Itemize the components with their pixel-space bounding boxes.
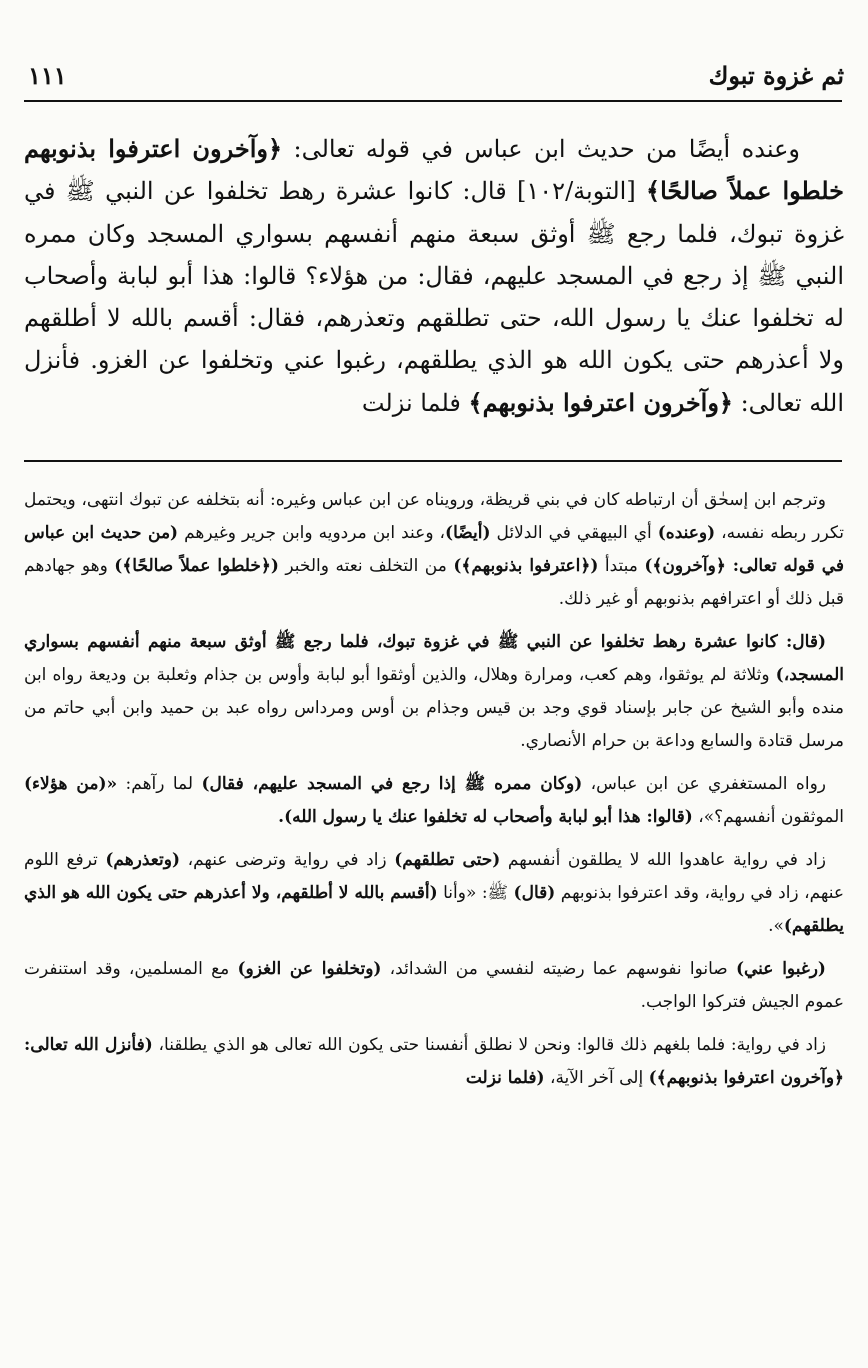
commentary-run: ترفع اللوم عنهم، زاد في رواية، وقد اعترفوا بذنوبهم — [24, 850, 845, 903]
commentary-run: وهو جهادهم قبل ذلك أو اعترافهم بذنوبهم أو غير ذلك. — [24, 556, 844, 609]
commentary-run: مبتدأ — [598, 556, 645, 576]
commentary-quote: (حتى تطلقهم) — [394, 850, 501, 870]
commentary-run: الموثقون أنفسهم؟»، — [692, 807, 844, 827]
commentary-run: ». — [768, 916, 784, 936]
main-run: وعنده أيضًا من حديث ابن عباس في قوله تعالى: — [282, 135, 801, 163]
commentary-run: إلى آخر الآية، — [544, 1068, 649, 1088]
commentary-run: رواه المستغفري عن ابن عباس، — [582, 774, 826, 794]
commentary-quote: (وتعذرهم) — [105, 850, 180, 870]
commentary-run: أي البيهقي في الدلائل — [490, 523, 658, 543]
commentary-run: ، وعند ابن مردويه وابن جرير وغيرهم — [178, 523, 446, 543]
chapter-title: ثم غزوة تبوك — [708, 61, 844, 90]
commentary-run: من التخلف نعته والخبر — [278, 556, 454, 576]
commentary-quote: (أيضًا) — [445, 523, 491, 543]
commentary-run: زاد في رواية وترضى عنهم، — [179, 850, 395, 870]
commentary-paragraph — [24, 953, 844, 1019]
main-text — [24, 128, 844, 424]
commentary-quote: (وتخلفوا عن الغزو) — [237, 959, 382, 979]
commentary-quote: (فلما نزلت — [465, 1068, 545, 1088]
commentary-run: وترجم ابن إسحٰق أن ارتباطه كان في بني قريظة، ورويناه عن ابن عباس وغيره: أنه بتخلفه عن تبوك انتهى، ويحتمل تكرر ربطه نفسه، — [24, 490, 844, 543]
commentary-paragraph — [24, 484, 844, 616]
commentary-quote: (رغبوا عني) — [735, 959, 826, 979]
commentary-paragraph — [24, 844, 844, 943]
main-run: [التوبة/١٠٢] قال: كانوا عشرة رهط تخلفوا عن النبي ﷺ في غزوة تبوك، فلما رجع ﷺ أوثق سبعة منهم أنفسهم بسواري المسجد وكان ممره النبي ﷺ إذ رجع في المسجد عليهم، فقال: من هؤلاء؟ قالوا: هذا أبو لبابة وأصحاب له تخلفوا عنك يا رسول الله، حتى تطلقهم وتعذرهم، فقال: أقسم بالله لا أطلقهم ولا أعذرهم حتى يكون الله هو الذي يطلقهم، رغبوا عني وتخلفوا عن الغزو. فأنزل الله تعالى: — [24, 177, 844, 417]
commentary-quote: (أقسم بالله لا أطلقهم، ولا أعذرهم حتى يكون الله هو الذي يطلقهم) — [24, 883, 844, 936]
commentary-run: ﷺ: «وأنا — [437, 883, 514, 903]
header-rule — [24, 100, 842, 102]
quran-quote: ﴿وآخرون اعترفوا بذنوبهم﴾ — [468, 387, 733, 417]
quran-quote: ﴿وآخرون اعترفوا بذنوبهم خلطوا عملاً صالحًا﴾ — [24, 134, 844, 206]
commentary-run: صانوا نفوسهم عما رضيته لنفسي من الشدائد، — [381, 959, 736, 979]
commentary-quote: (قال: كانوا عشرة رهط تخلفوا عن النبي ﷺ في غزوة تبوك، فلما رجع ﷺ أوثق سبعة منهم أنفسهم بسواري المسجد،) — [24, 632, 844, 685]
section-divider — [24, 460, 842, 462]
commentary-run: وثلاثة لم يوثقوا، وهم كعب، ومرارة وهلال، والذين أوثقوا أبو لبابة وأوس بن جذام وثعلبة بن وديعة رواه ابن منده وأبو الشيخ عن جابر بإسناد قوي وجد بن قيس وجذام بن أوس ومرداس رواه عبد بن حميد وابن أبي حاتم من مرسل قتادة والسابع وداعة بن حرام الأنصاري. — [24, 665, 844, 751]
commentary-run: مع المسلمين، وقد استنفرت عموم الجيش فتركوا الواجب. — [24, 959, 844, 1012]
commentary-quote: (وعنده) — [657, 523, 716, 543]
commentary-quote: (فأنزل الله تعالى: ﴿وآخرون اعترفوا بذنوبهم﴾) — [24, 1035, 844, 1088]
main-paragraph — [24, 128, 844, 424]
commentary-paragraph — [24, 1029, 844, 1095]
commentary-run: زاد في رواية: فلما بلغهم ذلك قالوا: ونحن لا نطلق أنفسنا حتى يكون الله تعالى هو الذي يطلقنا، — [152, 1035, 826, 1055]
commentary-quote: (قال) — [513, 883, 556, 903]
commentary-run: زاد في رواية عاهدوا الله لا يطلقون أنفسهم — [500, 850, 826, 870]
commentary — [24, 484, 844, 1105]
commentary-quote: (﴿خلطوا عملاً صالحًا﴾) — [114, 556, 279, 576]
commentary-quote: (من حديث ابن عباس في قوله تعالى: ﴿وآخرون﴾) — [24, 523, 845, 576]
commentary-paragraph — [24, 768, 844, 834]
main-run: فلما نزلت — [361, 388, 469, 417]
page-number: ١١١ — [28, 61, 67, 90]
commentary-quote: «(من هؤلاء) — [24, 774, 118, 794]
commentary-run: لما رآهم: — [117, 774, 202, 794]
commentary-quote: (وكان ممره ﷺ إذا رجع في المسجد عليهم، فقال) — [201, 774, 583, 794]
commentary-quote: (قالوا: هذا أبو لبابة وأصحاب له تخلفوا عنك يا رسول الله). — [278, 807, 693, 827]
commentary-quote: (﴿اعترفوا بذنوبهم﴾) — [453, 556, 599, 576]
running-header — [28, 50, 844, 90]
commentary-paragraph — [24, 626, 844, 758]
